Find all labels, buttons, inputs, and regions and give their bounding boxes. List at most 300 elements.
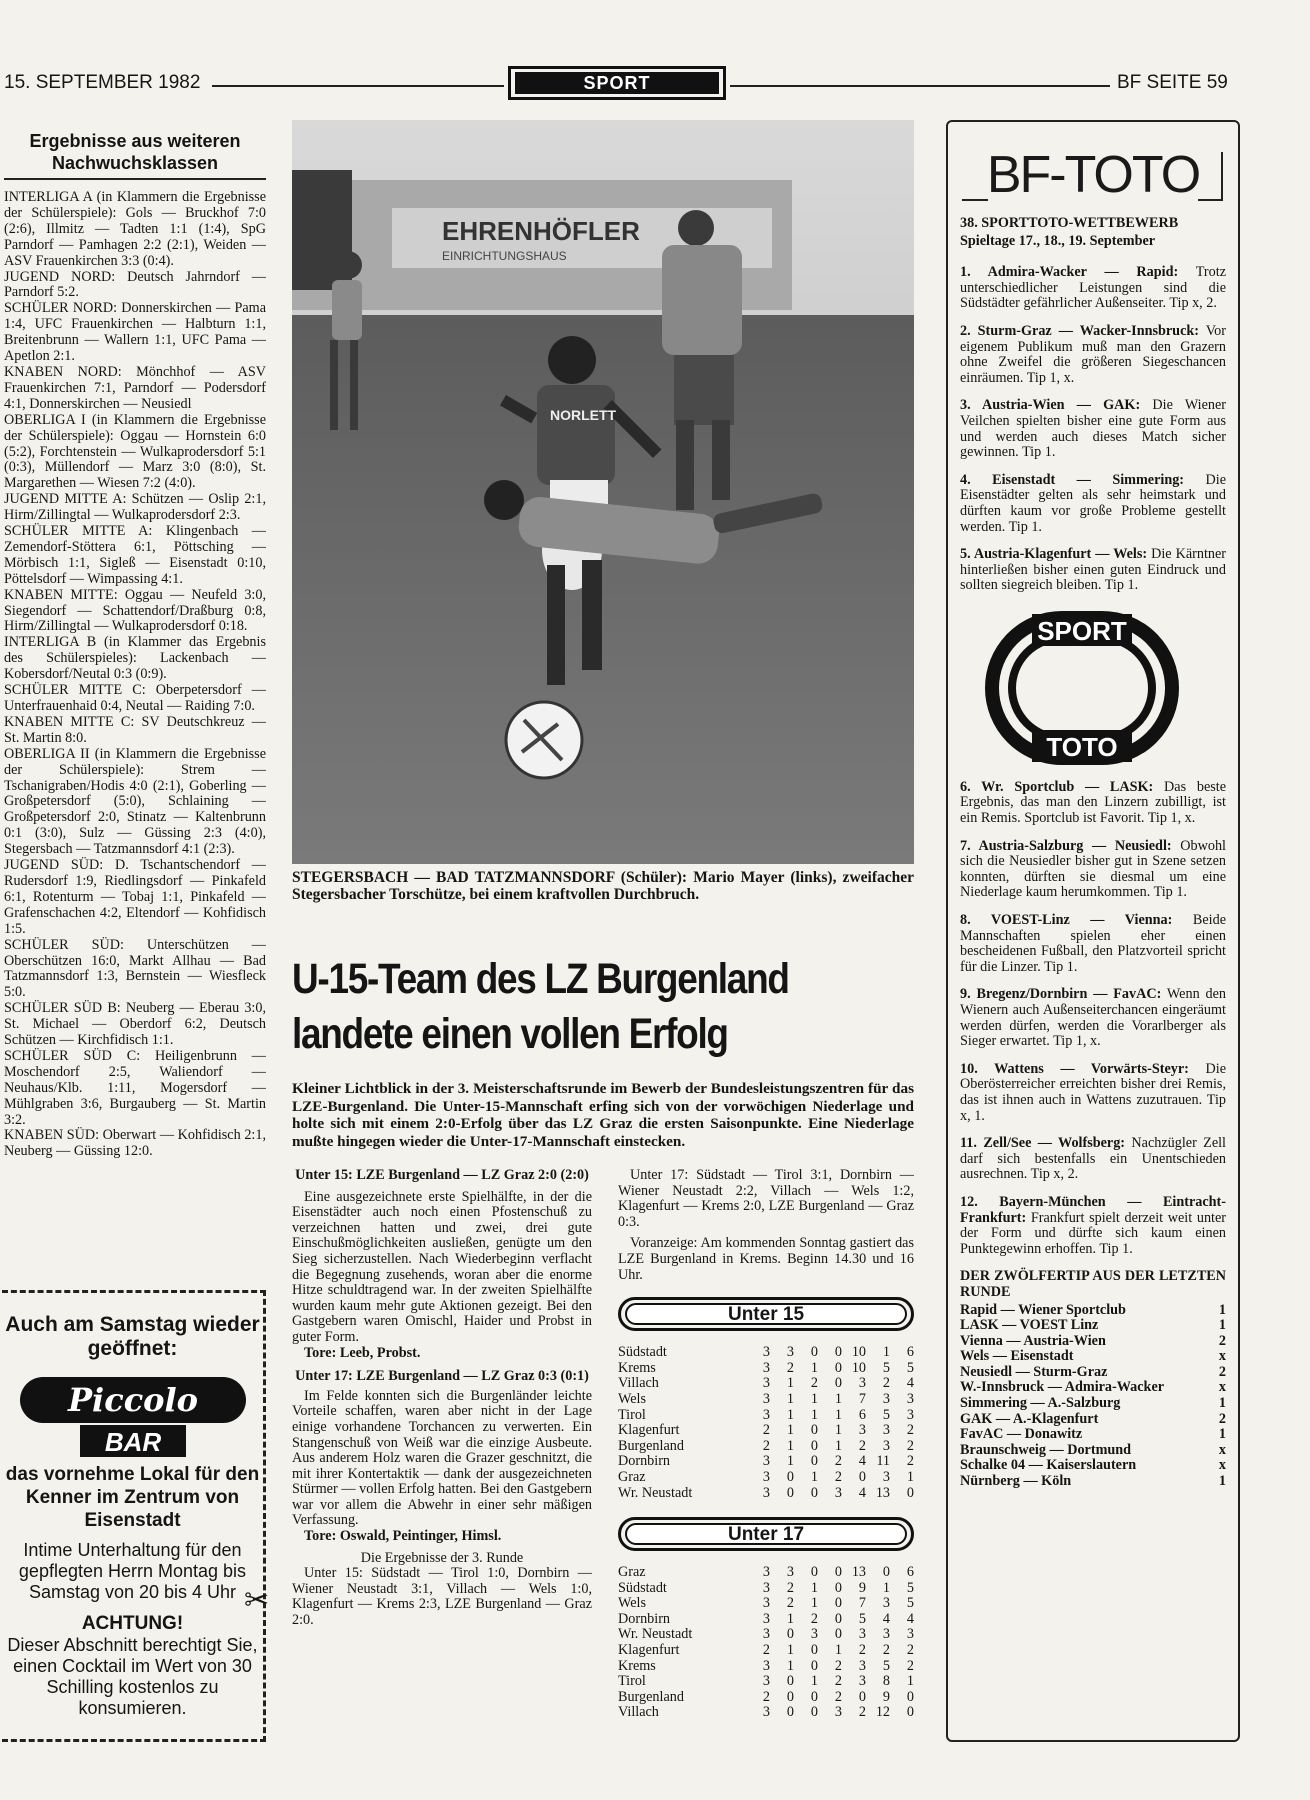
zwoelfer-tip: 2 — [1218, 1410, 1226, 1427]
bf-toto-box — [946, 120, 1240, 1742]
tip-match: 6. Wr. Sportclub — LASK: — [960, 778, 1154, 795]
table-row — [618, 1674, 914, 1690]
result-item: SCHÜLER MITTE A: Klingenbach — Zemendorf-Stöttera 6:1, Pöttsching — Mörbisch 1:1, Sigleß — Eisenstadt 0:10, Pöttelsdorf — Wimpassing 4:1. — [4, 523, 266, 587]
stat-cell: 0 — [786, 1484, 794, 1501]
tip-item — [960, 780, 1226, 827]
tip-match: 4. Eisenstadt — Simmering: — [960, 471, 1185, 488]
stat-cell: 0 — [810, 1453, 818, 1470]
round-results-head: Die Ergebnisse der 3. Runde — [360, 1549, 524, 1566]
table-row — [618, 1454, 914, 1470]
zwoelfer-row — [960, 1365, 1226, 1381]
result-item: JUGEND NORD: Deutsch Jahrndorf — Parndorf 5:2. — [4, 268, 266, 301]
sport-toto-logo-graphic — [960, 608, 1226, 768]
stat-cell: 0 — [906, 1688, 914, 1705]
stat-cell: 3 — [762, 1626, 770, 1643]
stat-cell: 2 — [882, 1375, 890, 1392]
photo-caption: STEGERSBACH — BAD TATZMANNSDORF (Schüler): Mario Mayer (links), zweifacher Stegersbacher Torschütze, bei einem kraftvollen Durchbruch. — [292, 869, 914, 903]
result-item: SCHÜLER SÜD: Unterschützen — Oberschützen 16:0, Markt Allhau — Bad Tatzmannsdorf 1:3, Bernstein — Wiesfleck 5:0. — [4, 936, 266, 1001]
shirt-text: NORLETT — [550, 407, 617, 423]
zwoelfer-match: Braunschweig — Dortmund — [960, 1441, 1132, 1458]
stat-cell: 1 — [834, 1390, 842, 1407]
stat-cell: 3 — [906, 1626, 914, 1643]
logo-word-2: BAR — [104, 1427, 161, 1457]
table-row — [618, 1690, 914, 1706]
result-item: OBERLIGA I (in Klammern die Ergebnisse der Schülerspiele): Oggau — Hornstein 6:0 (5:2), Forchtenstein — Wulkaprodersdorf 5:1 (0:3), Müllendorf — Marz 3:0 (8:0), St. Margarethen — Wiesen 7:2 (4:0). — [4, 411, 266, 492]
zwoelfer-row — [960, 1380, 1226, 1396]
headline-line-2: landete einen vollen Erfolg — [292, 1010, 728, 1058]
zwoelfer-match: Vienna — Austria-Wien — [960, 1332, 1106, 1349]
team-name: Wels — [618, 1390, 647, 1407]
u15-report: Eine ausgezeichnete erste Spielhälfte, in der die Eisenstädter auch noch einen Pfostenschuß zu verzeichnen hatten und zwei, drei gute Einschußmöglichkeiten ausließen, genügte um den Sieg sicherzustellen. Nach Wiederbeginn verflacht die Begegnung zusehends, woran aber die enorme Hitze schuldtragend war. In der zweiten Spielhälfte wurden kaum mehr gute Aktionen gezeigt. Bei den Gastgebern waren Omischl, Haider und Probst in guter Form. — [292, 1188, 592, 1345]
zwoelfer-row — [960, 1427, 1226, 1443]
stat-cell: 2 — [762, 1642, 770, 1659]
stat-cell: 12 — [875, 1704, 890, 1721]
table-row — [618, 1627, 914, 1643]
stat-cell: 3 — [762, 1453, 770, 1470]
stat-cell: 3 — [786, 1344, 794, 1361]
stat-cell: 0 — [834, 1626, 842, 1643]
tip-match: 8. VOEST-Linz — Vienna: — [960, 912, 1173, 929]
tip-text: Die Oberösterreicher erreichten bisher drei Remis, das ist ihnen auch in Wattens zuzutrauen. Tip x, 1. — [960, 1060, 1226, 1124]
page-number: BF SEITE 59 — [1117, 72, 1228, 93]
zwoelfer-row — [960, 1474, 1226, 1490]
article-headline — [292, 952, 827, 1062]
stat-cell: 2 — [762, 1437, 770, 1454]
result-item: SCHÜLER SÜD C: Heiligenbrunn — Moschendorf 2:5, Waliendorf — Neuhaus/Klb. 1:11, Mogersdorf — Mühlgraben 3:6, Burgauberg — St. Martin 3:2. — [4, 1047, 266, 1128]
stat-cell: 1 — [786, 1642, 794, 1659]
round-results-u15: Unter 15: Südstadt — Tirol 1:0, Dornbirn — Wiener Neustadt 3:1, Villach — Wels 1:0, Klagenfurt — Krems 2:3, LZE Burgenland — Graz 2:0. — [292, 1565, 592, 1629]
stat-cell: 5 — [882, 1657, 890, 1674]
table-row — [618, 1423, 914, 1439]
result-item: SCHÜLER SÜD B: Neuberg — Eberau 3:0, St. Michael — Oberdorf 6:2, Deutsch Schützen — Kirchfidisch 1:1. — [4, 1000, 266, 1049]
u17-goals: Tore: Oswald, Peintinger, Himsl. — [304, 1528, 502, 1545]
stat-cell: 0 — [834, 1579, 842, 1596]
u17-standings-table — [618, 1565, 914, 1721]
stat-cell: 1 — [810, 1406, 818, 1423]
team-name: Villach — [618, 1704, 659, 1721]
team-name: Wr. Neustadt — [618, 1484, 693, 1501]
result-item: OBERLIGA II (in Klammern die Ergebnisse der Schülerspiele): Strem — Tschanigraben/Hodis 4:0 (2:1), Goberling — Großpetersdorf (5:0), Schlaining — Großpetersdorf 2:0, Stinatz — Kaltenbrunn 0:1 (3:0), Sulz — Güssing 2:3 (4:0), Stegersbach — Tatzmannsdorf 4:1 (2:3). — [4, 745, 266, 858]
tip-item — [960, 324, 1226, 386]
tip-text: Die Kärntner hinterließen bisher einen guten Eindruck und sollten siegreich bleiben. Tip 1. — [960, 546, 1227, 594]
stat-cell: 3 — [882, 1437, 890, 1454]
stat-cell: 9 — [858, 1579, 866, 1596]
zwoelfer-tip: 2 — [1218, 1332, 1226, 1349]
preview-note: Voranzeige: Am kommenden Sonntag gastiert das LZE Burgenland in Krems. Beginn 14.30 und 16 Uhr. — [618, 1235, 914, 1283]
tip-text: Beide Mannschaften spielen eher einen bescheidenen Fußball, den Platzvorteil spricht für die Linzer. Tip 1. — [960, 912, 1227, 975]
stat-cell: 2 — [906, 1657, 914, 1674]
stat-cell: 0 — [810, 1704, 818, 1721]
team-name: Dornbirn — [618, 1610, 671, 1627]
u17-table-title-box — [618, 1517, 914, 1551]
u15-table-title: Unter 15 — [625, 1303, 907, 1325]
match-photo-graphic — [292, 120, 914, 864]
bf-toto-content — [960, 122, 1226, 1490]
stat-cell: 2 — [834, 1688, 842, 1705]
zwoelfer-match: FavAC — Donawitz — [960, 1426, 1083, 1443]
tips-list-2 — [960, 780, 1226, 1257]
tip-item — [960, 1136, 1226, 1183]
stat-cell: 7 — [858, 1595, 866, 1612]
stat-cell: 1 — [786, 1453, 794, 1470]
round-results-u17: Unter 17: Südstadt — Tirol 3:1, Dornbirn — Wiener Neustadt 2:2, Villach — Wels 1:2, Klagenfurt — Krems 2:0, LZE Burgenland — Graz 0:3. — [618, 1167, 914, 1230]
stat-cell: 1 — [786, 1406, 794, 1423]
stat-cell: 2 — [762, 1688, 770, 1705]
tip-match: 12. Bayern-München — Eintracht-Frankfurt: — [960, 1193, 1226, 1226]
zwoelfer-match: GAK — A.-Klagenfurt — [960, 1410, 1099, 1427]
zwoelfer-row — [960, 1318, 1226, 1334]
zwoelfer-row — [960, 1349, 1226, 1365]
ad-coupon-text: Dieser Abschnitt berechtigt Sie, einen Cocktail im Wert von 30 Schilling kostenlos zu konsumieren. — [7, 1635, 258, 1718]
issue-date: 15. SEPTEMBER 1982 — [4, 72, 201, 93]
stat-cell: 3 — [906, 1406, 914, 1423]
logo-top-text: SPORT — [1037, 615, 1127, 646]
stat-cell: 1 — [786, 1437, 794, 1454]
table-row — [618, 1345, 914, 1361]
team-name: Wels — [618, 1595, 647, 1612]
section-title: SPORT — [515, 72, 719, 94]
zwoelfer-row — [960, 1412, 1226, 1428]
stat-cell: 3 — [762, 1406, 770, 1423]
team-name: Wr. Neustadt — [618, 1626, 693, 1643]
stat-cell: 4 — [906, 1375, 914, 1392]
bf-toto-title-area — [960, 122, 1226, 202]
stat-cell: 1 — [786, 1375, 794, 1392]
stat-cell: 9 — [882, 1688, 890, 1705]
stat-cell: 3 — [762, 1359, 770, 1376]
zwoelfer-tip: x — [1218, 1348, 1226, 1365]
zwoelfer-match: Simmering — A.-Salzburg — [960, 1395, 1121, 1412]
zwoelfer-table — [960, 1303, 1226, 1490]
team-name: Tirol — [618, 1406, 646, 1423]
stat-cell: 1 — [786, 1422, 794, 1439]
stat-cell: 2 — [834, 1453, 842, 1470]
stat-cell: 3 — [762, 1390, 770, 1407]
zwoelfer-tip: 1 — [1218, 1317, 1226, 1334]
stat-cell: 1 — [810, 1579, 818, 1596]
stat-cell: 2 — [906, 1437, 914, 1454]
zwoelfer-match: Wels — Eisenstadt — [960, 1348, 1074, 1365]
table-row — [618, 1392, 914, 1408]
team-name: Burgenland — [618, 1688, 684, 1705]
table-row — [618, 1659, 914, 1675]
zwoelfer-tip: x — [1218, 1457, 1226, 1474]
team-name: Krems — [618, 1657, 656, 1674]
stat-cell: 7 — [858, 1390, 866, 1407]
stat-cell: 5 — [882, 1406, 890, 1423]
tip-text: Trotz unterschiedlicher Leistungen sind die Südstädter gefährlicher Außenseiter. Tip x, 2. — [960, 264, 1226, 312]
stat-cell: 2 — [786, 1579, 794, 1596]
zwoelfer-match: Rapid — Wiener Sportclub — [960, 1301, 1126, 1318]
stat-cell: 1 — [882, 1579, 890, 1596]
u15-goals: Tore: Leeb, Probst. — [304, 1344, 421, 1361]
table-row — [618, 1705, 914, 1721]
stat-cell: 3 — [858, 1375, 866, 1392]
zwoelfer-row — [960, 1443, 1226, 1459]
stat-cell: 1 — [834, 1437, 842, 1454]
stat-cell: 3 — [762, 1579, 770, 1596]
result-item: INTERLIGA B (in Klammer das Ergebnis des Schülerspieles): Lackenbach — Kobersdorf/Neutal 0:3 (0:9). — [4, 634, 266, 683]
team-name: Villach — [618, 1375, 659, 1392]
tip-item — [960, 913, 1226, 975]
stat-cell: 3 — [882, 1626, 890, 1643]
stat-cell: 0 — [786, 1673, 794, 1690]
zwoelfer-tip: 1 — [1218, 1301, 1226, 1318]
stat-cell: 0 — [810, 1642, 818, 1659]
zwoelfer-match: W.-Innsbruck — Admira-Wacker — [960, 1379, 1165, 1396]
article-lead: Kleiner Lichtblick in der 3. Meisterschaftsrunde im Bewerb der Bundesleistungszentren für das LZE-Burgenland. Die Unter-15-Mannschaft erfing sich von der vorwöchigen Niederlage und holte sich mit einem 2:0-Erfolg über das LZ Graz die ersten Saisonpunkte. Eine Niederlage mußte hingegen wieder die Unter-17-Mannschaft einstecken. — [292, 1080, 914, 1150]
tip-text: Die Eisenstädter gelten als sehr heimstark und dürften kaum vor große Probleme gestellt werden. Tip 1. — [960, 471, 1227, 535]
stat-cell: 3 — [762, 1595, 770, 1612]
article-column-1 — [292, 1168, 592, 1629]
logo-word-1: Piccolo — [67, 1381, 198, 1419]
piccolo-logo — [18, 1373, 248, 1463]
stat-cell: 3 — [858, 1673, 866, 1690]
bf-toto-title: BF-TOTO — [986, 146, 1200, 202]
u17-report: Im Felde konnten sich die Burgenländer leichte Vorteile schaffen, waren aber nicht in der Lage einige vorhandene Torchancen zu verwerten. Ein Stangenschuß von Weiß war die einzige Ausbeute. Aus anderem Holz waren die Grazer geschnitzt, die mit ihrer Kontertaktik — dank der ausgezeichneten Stürmer — vollen Erfolg hatten. Bei den Gastgebern war vor allem die Abwehr in einer sehr mäßigen Verfassung. — [292, 1387, 592, 1529]
stat-cell: 5 — [906, 1595, 914, 1612]
results-list — [4, 190, 266, 1160]
stat-cell: 1 — [906, 1468, 914, 1485]
stat-cell: 2 — [810, 1375, 818, 1392]
stat-cell: 3 — [762, 1704, 770, 1721]
stat-cell: 5 — [906, 1579, 914, 1596]
stat-cell: 0 — [834, 1375, 842, 1392]
table-row — [618, 1612, 914, 1628]
stat-cell: 2 — [906, 1453, 914, 1470]
stat-cell: 3 — [834, 1704, 842, 1721]
zwoelfer-tip: 1 — [1218, 1395, 1226, 1412]
tip-item — [960, 1195, 1226, 1257]
stat-cell: 5 — [882, 1359, 890, 1376]
logo-bottom-text: TOTO — [1046, 731, 1118, 762]
tip-text: Nachzügler Zell darf sich bestenfalls ein Unentschieden ausrechnen. Tip x, 2. — [960, 1135, 1226, 1183]
stat-cell: 0 — [810, 1422, 818, 1439]
section-box — [508, 66, 726, 100]
tip-match: 11. Zell/See — Wolfsberg: — [960, 1135, 1126, 1152]
tip-match: 7. Austria-Salzburg — Neusiedl: — [960, 837, 1172, 854]
stat-cell: 3 — [882, 1422, 890, 1439]
bf-toto-title-graphic — [960, 122, 1226, 202]
zwoelfer-tip: 1 — [1218, 1473, 1226, 1490]
stat-cell: 6 — [906, 1564, 914, 1581]
stat-cell: 1 — [834, 1642, 842, 1659]
tip-match: 9. Bregenz/Dornbirn — FavAC: — [960, 986, 1162, 1003]
stat-cell: 3 — [858, 1422, 866, 1439]
tip-item — [960, 987, 1226, 1049]
stat-cell: 0 — [834, 1359, 842, 1376]
stat-cell: 3 — [858, 1657, 866, 1674]
tip-match: 2. Sturm-Graz — Wacker-Innsbruck: — [960, 322, 1199, 339]
table-row — [618, 1486, 914, 1502]
result-item: SCHÜLER MITTE C: Oberpetersdorf — Unterfrauenhaid 0:4, Neutal — Raiding 7:0. — [4, 682, 266, 714]
stat-cell: 1 — [906, 1673, 914, 1690]
stat-cell: 1 — [810, 1390, 818, 1407]
tip-text: Vor eigenem Publikum muß man den Grazern ohne Zweifel die größeren Siegeschancen einräumen. Tip 1, x. — [960, 322, 1226, 386]
stat-cell: 0 — [906, 1484, 914, 1501]
stat-cell: 2 — [786, 1359, 794, 1376]
table-row — [618, 1643, 914, 1659]
team-name: Tirol — [618, 1673, 646, 1690]
stat-cell: 0 — [906, 1704, 914, 1721]
stat-cell: 2 — [810, 1610, 818, 1627]
stat-cell: 0 — [786, 1688, 794, 1705]
stat-cell: 4 — [882, 1610, 890, 1627]
stat-cell: 3 — [858, 1626, 866, 1643]
stat-cell: 1 — [810, 1468, 818, 1485]
stat-cell: 3 — [762, 1484, 770, 1501]
tips-list-1 — [960, 265, 1226, 594]
tip-text: Wenn den Wienern auch Außenseiterchancen eingeräumt werden dürfen, werden die Vorarlberger als Sieger erwartet. Tip 1, x. — [960, 986, 1226, 1050]
stat-cell: 0 — [810, 1484, 818, 1501]
zwoelfer-row — [960, 1334, 1226, 1350]
stat-cell: 1 — [810, 1595, 818, 1612]
stat-cell: 2 — [858, 1437, 866, 1454]
stat-cell: 2 — [882, 1642, 890, 1659]
stat-cell: 0 — [882, 1564, 890, 1581]
stat-cell: 13 — [875, 1484, 890, 1501]
stat-cell: 0 — [858, 1688, 866, 1705]
table-row — [618, 1565, 914, 1581]
stat-cell: 1 — [786, 1610, 794, 1627]
team-name: Klagenfurt — [618, 1642, 680, 1659]
table-row — [618, 1470, 914, 1486]
sport-toto-logo — [960, 608, 1226, 768]
zwoelfer-tip: x — [1218, 1441, 1226, 1458]
result-item: JUGEND SÜD: D. Tschantschendorf — Rudersdorf 1:9, Riedlingsdorf — Pinkafeld 6:1, Rotenturm — Tobaj 1:1, Pinkafeld — Grafenschachen 4:2, Eltendorf — Kohfidisch 1:5. — [4, 857, 266, 937]
ad-attention: ACHTUNG! — [81, 1613, 184, 1634]
zwoelfer-tip: 2 — [1218, 1363, 1226, 1380]
stat-cell: 3 — [762, 1657, 770, 1674]
stat-cell: 3 — [762, 1673, 770, 1690]
stat-cell: 0 — [810, 1437, 818, 1454]
stat-cell: 0 — [834, 1610, 842, 1627]
stat-cell: 0 — [834, 1595, 842, 1612]
stat-cell: 2 — [906, 1422, 914, 1439]
zwoelfer-match: LASK — VOEST Linz — [960, 1317, 1099, 1334]
table-row — [618, 1408, 914, 1424]
table-row — [618, 1376, 914, 1392]
tip-text: Obwohl sich die Neusiedler bisher gut in Szene setzen konnten, dürften sie diesmal um eine Niederlage kaum herumkommen. Tip 1. — [960, 837, 1226, 901]
table-row — [618, 1361, 914, 1377]
result-item: KNABEN MITTE: Oggau — Neufeld 3:0, Siegendorf — Schattendorf/Draßburg 0:8, Hirm/Zillingtal — Wulkaprodersdorf 0:18. — [4, 586, 266, 635]
piccolo-logo-graphic — [18, 1373, 248, 1463]
stat-cell: 0 — [786, 1468, 794, 1485]
stat-cell: 2 — [858, 1704, 866, 1721]
stat-cell: 3 — [834, 1484, 842, 1501]
team-name: Graz — [618, 1564, 646, 1581]
piccolo-bar-ad — [2, 1290, 270, 1742]
stat-cell: 0 — [786, 1626, 794, 1643]
stat-cell: 3 — [906, 1390, 914, 1407]
u15-match-head: Unter 15: LZE Burgenland — LZ Graz 2:0 (2:0) — [295, 1167, 589, 1183]
stat-cell: 11 — [876, 1453, 890, 1470]
stat-cell: 4 — [906, 1610, 914, 1627]
ad-tagline: das vornehme Lokal für den Kenner im Zentrum von Eisenstadt — [5, 1464, 260, 1531]
article-column-2 — [618, 1168, 914, 1721]
stat-cell: 3 — [762, 1344, 770, 1361]
banner-text: EHRENHÖFLER — [442, 216, 640, 246]
team-name: Südstadt — [618, 1344, 667, 1361]
stat-cell: 1 — [786, 1657, 794, 1674]
team-name: Südstadt — [618, 1579, 667, 1596]
tip-text: Das beste Ergebnis, das man den Linzern zubilligt, ist ein Remis. Sportclub ist Favorit. Tip 1, x. — [960, 778, 1227, 827]
zwoelfer-row — [960, 1458, 1226, 1474]
ad-headline: Auch am Samstag wieder geöffnet: — [5, 1313, 260, 1360]
stat-cell: 0 — [810, 1657, 818, 1674]
u15-standings-table — [618, 1345, 914, 1501]
team-name: Klagenfurt — [618, 1422, 680, 1439]
results-heading: Ergebnisse aus weiteren Nachwuchsklassen — [4, 130, 266, 180]
result-item: KNABEN MITTE C: SV Deutschkreuz — St. Martin 8:0. — [4, 713, 266, 746]
tip-match: 3. Austria-Wien — GAK: — [960, 397, 1141, 414]
stat-cell: 1 — [834, 1406, 842, 1423]
stat-cell: 0 — [834, 1564, 842, 1581]
stat-cell: 3 — [882, 1468, 890, 1485]
toto-heading: 38. SPORTTOTO-WETTBEWERB — [960, 215, 1179, 231]
result-item: JUGEND MITTE A: Schützen — Oslip 2:1, Hirm/Zillingtal — Wulkaprodersdorf 2:3. — [4, 491, 266, 524]
tip-item — [960, 473, 1226, 535]
tip-item — [960, 1062, 1226, 1124]
team-name: Burgenland — [618, 1437, 684, 1454]
stat-cell: 2 — [762, 1422, 770, 1439]
tip-match: 1. Admira-Wacker — Rapid: — [960, 264, 1179, 281]
toto-subheading: Spieltage 17., 18., 19. September — [960, 232, 1156, 249]
headline-line-1: U-15-Team des LZ Burgenland — [292, 955, 789, 1003]
stat-cell: 2 — [906, 1642, 914, 1659]
stat-cell: 3 — [882, 1390, 890, 1407]
match-photo — [292, 120, 914, 864]
stat-cell: 0 — [810, 1564, 818, 1581]
stat-cell: 1 — [810, 1673, 818, 1690]
stat-cell: 3 — [762, 1610, 770, 1627]
stat-cell: 3 — [882, 1595, 890, 1612]
stat-cell: 5 — [858, 1610, 866, 1627]
stat-cell: 1 — [882, 1344, 890, 1361]
stat-cell: 2 — [834, 1657, 842, 1674]
tip-item — [960, 547, 1226, 594]
table-row — [618, 1581, 914, 1597]
stat-cell: 8 — [882, 1673, 890, 1690]
tip-item — [960, 839, 1226, 901]
stat-cell: 3 — [762, 1564, 770, 1581]
stat-cell: 2 — [786, 1595, 794, 1612]
team-name: Graz — [618, 1468, 646, 1485]
u17-table-title: Unter 17 — [625, 1523, 907, 1545]
stat-cell: 3 — [810, 1626, 818, 1643]
result-item: KNABEN SÜD: Oberwart — Kohfidisch 2:1, Neuberg — Güssing 12:0. — [4, 1127, 266, 1160]
stat-cell: 6 — [906, 1344, 914, 1361]
stat-cell: 1 — [834, 1422, 842, 1439]
stat-cell: 5 — [906, 1359, 914, 1376]
zwoelfer-heading: DER ZWÖLFERTIP AUS DER LETZTEN RUNDE — [960, 1268, 1226, 1300]
stat-cell: 4 — [858, 1453, 866, 1470]
stat-cell: 6 — [858, 1406, 866, 1423]
stat-cell: 3 — [786, 1564, 794, 1581]
tip-match: 5. Austria-Klagenfurt — Wels: — [960, 546, 1148, 563]
scissors-icon: ✂ — [244, 1584, 270, 1617]
header-rule-right — [730, 85, 1110, 87]
stat-cell: 0 — [834, 1344, 842, 1361]
table-row — [618, 1439, 914, 1455]
stat-cell: 13 — [851, 1564, 866, 1581]
stat-cell: 2 — [858, 1642, 866, 1659]
stat-cell: 3 — [762, 1375, 770, 1392]
stat-cell: 3 — [762, 1468, 770, 1485]
result-item: INTERLIGA A (in Klammern die Ergebnisse der Schülerspiele): Gols — Bruckhof 7:0 (2:6), Illmitz — Tadten 1:1 (1:4), SpG Parndorf — Pamhagen 2:2 (2:1), Weiden — ASV Frauenkirchen 3:3 (0:4). — [4, 189, 266, 269]
stat-cell: 1 — [786, 1390, 794, 1407]
stat-cell: 0 — [810, 1688, 818, 1705]
